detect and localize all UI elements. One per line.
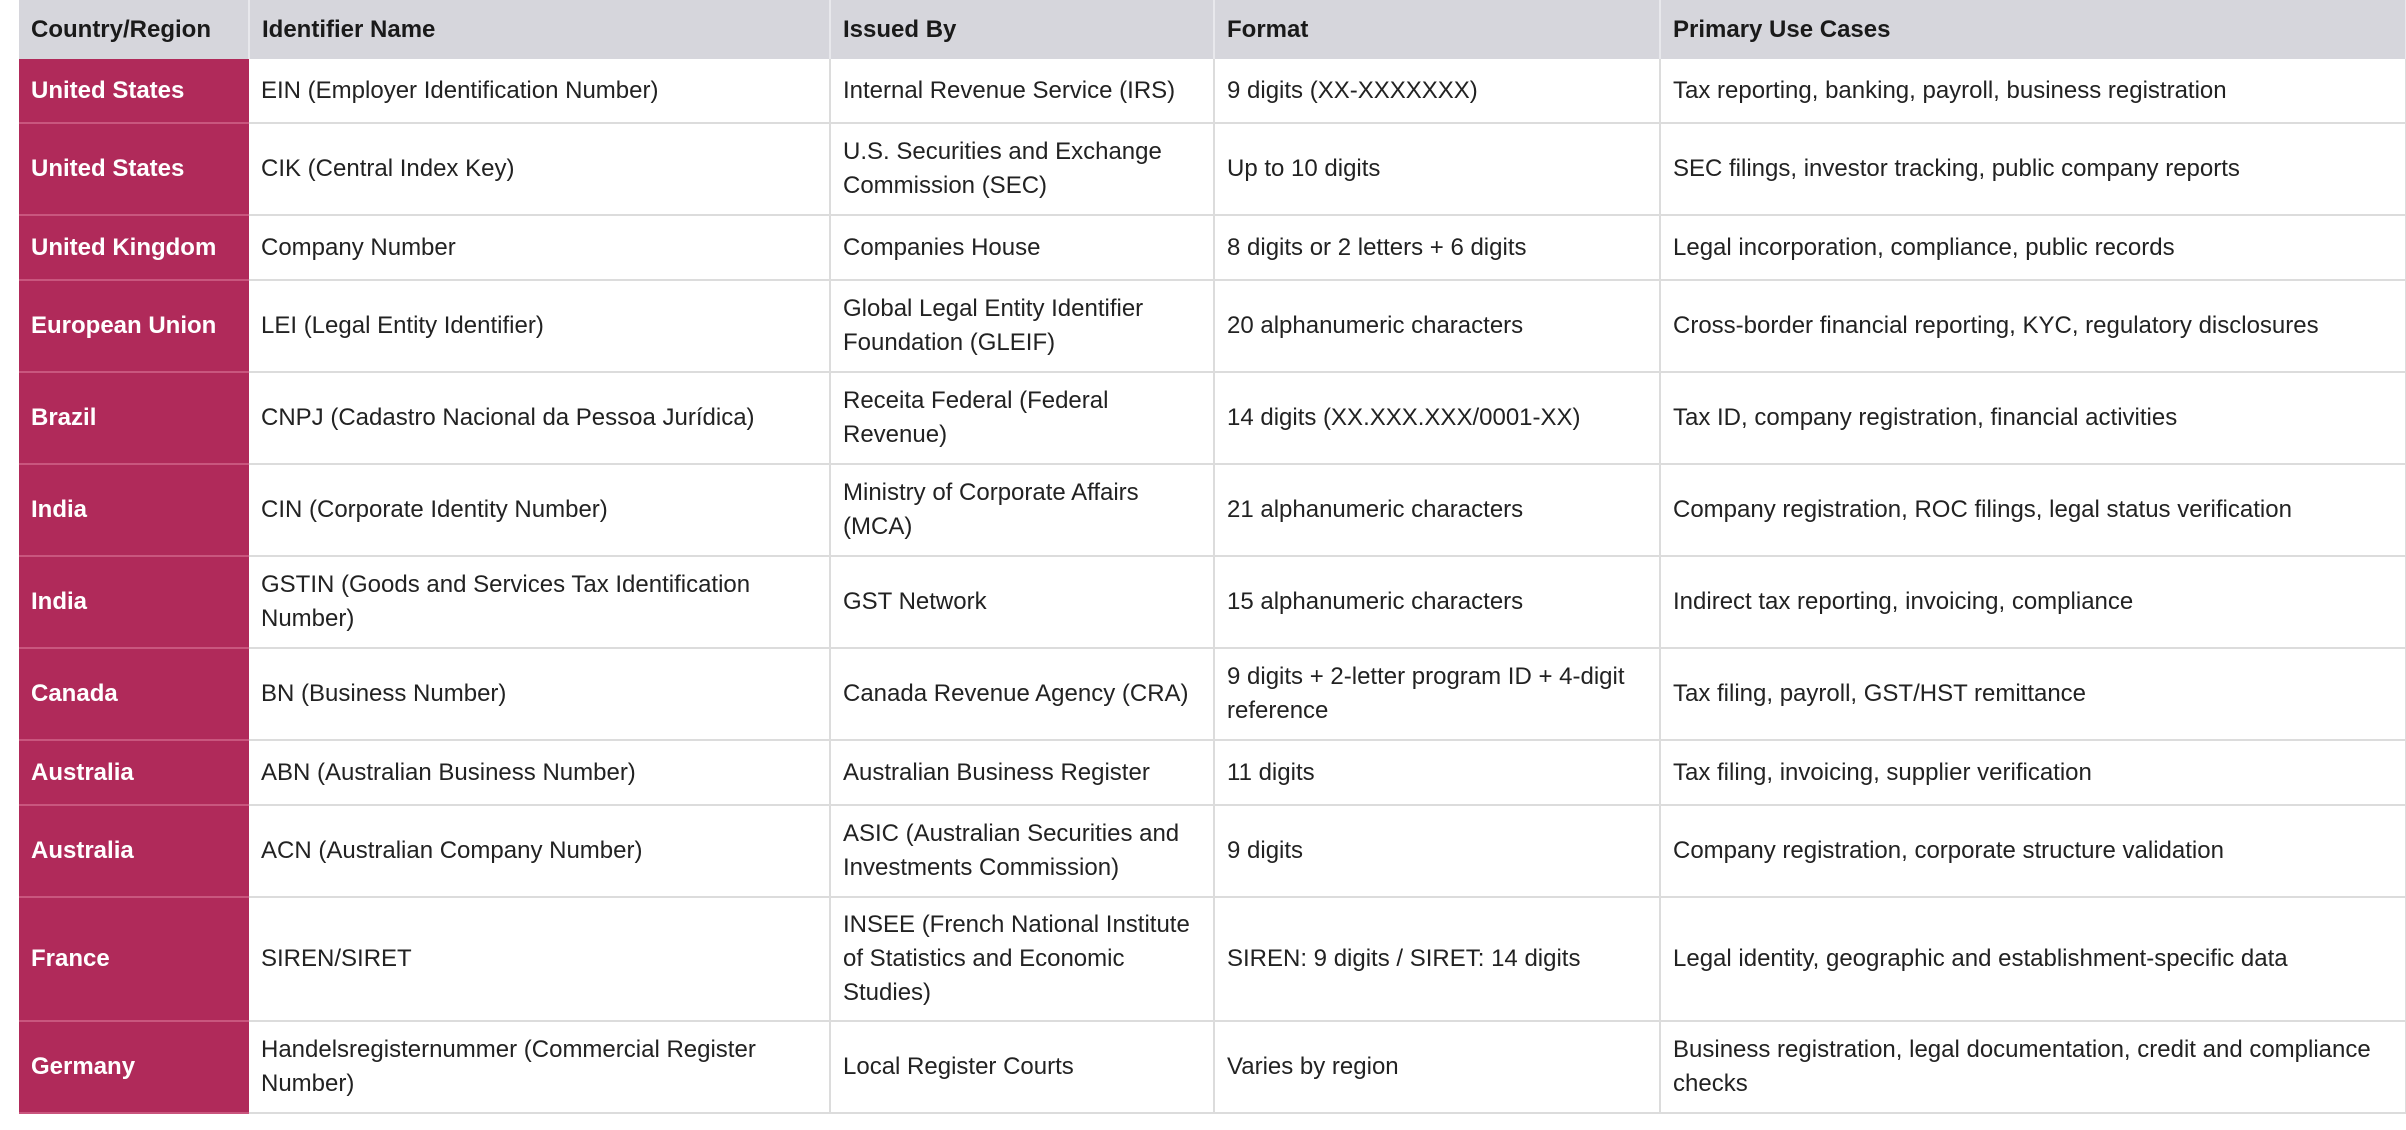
- country-cell: India: [19, 556, 249, 648]
- country-cell: Canada: [19, 648, 249, 740]
- table-row: [19, 464, 2406, 556]
- use-cases-cell: Business registration, legal documentation, credit and compliance checks: [1660, 1021, 2406, 1113]
- country-cell: Germany: [19, 1021, 249, 1113]
- table-header: [19, 0, 2406, 59]
- identifier-cell: Company Number: [249, 215, 830, 280]
- header-primary-use-cases: Primary Use Cases: [1660, 0, 2406, 59]
- identifier-cell: BN (Business Number): [249, 648, 830, 740]
- table-row: [19, 123, 2406, 215]
- issuer-cell: Canada Revenue Agency (CRA): [830, 648, 1214, 740]
- format-cell: 11 digits: [1214, 740, 1660, 805]
- table-row: [19, 740, 2406, 805]
- identifier-cell: EIN (Employer Identification Number): [249, 59, 830, 123]
- header-row: [19, 0, 2406, 59]
- table-body: [19, 59, 2406, 1113]
- identifier-cell: CNPJ (Cadastro Nacional da Pessoa Jurídica): [249, 372, 830, 464]
- issuer-cell: Global Legal Entity Identifier Foundation (GLEIF): [830, 280, 1214, 372]
- format-cell: 9 digits (XX-XXXXXXX): [1214, 59, 1660, 123]
- country-cell: Australia: [19, 740, 249, 805]
- country-cell: India: [19, 464, 249, 556]
- use-cases-cell: Company registration, corporate structure validation: [1660, 805, 2406, 897]
- identifier-cell: Handelsregisternummer (Commercial Register Number): [249, 1021, 830, 1113]
- identifier-cell: CIN (Corporate Identity Number): [249, 464, 830, 556]
- business-identifier-table: [19, 0, 2406, 1114]
- use-cases-cell: SEC filings, investor tracking, public company reports: [1660, 123, 2406, 215]
- use-cases-cell: Tax filing, payroll, GST/HST remittance: [1660, 648, 2406, 740]
- country-cell: European Union: [19, 280, 249, 372]
- country-cell: Brazil: [19, 372, 249, 464]
- use-cases-cell: Cross-border financial reporting, KYC, regulatory disclosures: [1660, 280, 2406, 372]
- format-cell: 21 alphanumeric characters: [1214, 464, 1660, 556]
- format-cell: 9 digits + 2-letter program ID + 4-digit reference: [1214, 648, 1660, 740]
- use-cases-cell: Company registration, ROC filings, legal status verification: [1660, 464, 2406, 556]
- issuer-cell: Receita Federal (Federal Revenue): [830, 372, 1214, 464]
- header-identifier-name: Identifier Name: [249, 0, 830, 59]
- country-cell: Australia: [19, 805, 249, 897]
- format-cell: SIREN: 9 digits / SIRET: 14 digits: [1214, 897, 1660, 1021]
- country-cell: France: [19, 897, 249, 1021]
- format-cell: Varies by region: [1214, 1021, 1660, 1113]
- issuer-cell: Local Register Courts: [830, 1021, 1214, 1113]
- identifier-table-container: [19, 0, 2406, 1114]
- issuer-cell: Australian Business Register: [830, 740, 1214, 805]
- format-cell: 8 digits or 2 letters + 6 digits: [1214, 215, 1660, 280]
- issuer-cell: ASIC (Australian Securities and Investments Commission): [830, 805, 1214, 897]
- identifier-cell: ACN (Australian Company Number): [249, 805, 830, 897]
- country-cell: United States: [19, 123, 249, 215]
- use-cases-cell: Legal identity, geographic and establishment-specific data: [1660, 897, 2406, 1021]
- table-row: [19, 215, 2406, 280]
- issuer-cell: Internal Revenue Service (IRS): [830, 59, 1214, 123]
- header-issued-by: Issued By: [830, 0, 1214, 59]
- header-country-region: Country/Region: [19, 0, 249, 59]
- format-cell: Up to 10 digits: [1214, 123, 1660, 215]
- format-cell: 9 digits: [1214, 805, 1660, 897]
- country-cell: United States: [19, 59, 249, 123]
- table-row: [19, 59, 2406, 123]
- table-row: [19, 280, 2406, 372]
- table-row: [19, 648, 2406, 740]
- table-row: [19, 556, 2406, 648]
- table-row: [19, 1021, 2406, 1113]
- use-cases-cell: Tax ID, company registration, financial activities: [1660, 372, 2406, 464]
- header-format: Format: [1214, 0, 1660, 59]
- use-cases-cell: Tax filing, invoicing, supplier verification: [1660, 740, 2406, 805]
- issuer-cell: Companies House: [830, 215, 1214, 280]
- use-cases-cell: Legal incorporation, compliance, public records: [1660, 215, 2406, 280]
- use-cases-cell: Tax reporting, banking, payroll, business registration: [1660, 59, 2406, 123]
- table-row: [19, 805, 2406, 897]
- issuer-cell: U.S. Securities and Exchange Commission (SEC): [830, 123, 1214, 215]
- format-cell: 14 digits (XX.XXX.XXX/0001-XX): [1214, 372, 1660, 464]
- country-cell: United Kingdom: [19, 215, 249, 280]
- identifier-cell: SIREN/SIRET: [249, 897, 830, 1021]
- issuer-cell: INSEE (French National Institute of Statistics and Economic Studies): [830, 897, 1214, 1021]
- format-cell: 20 alphanumeric characters: [1214, 280, 1660, 372]
- issuer-cell: Ministry of Corporate Affairs (MCA): [830, 464, 1214, 556]
- issuer-cell: GST Network: [830, 556, 1214, 648]
- format-cell: 15 alphanumeric characters: [1214, 556, 1660, 648]
- table-row: [19, 897, 2406, 1021]
- identifier-cell: LEI (Legal Entity Identifier): [249, 280, 830, 372]
- identifier-cell: CIK (Central Index Key): [249, 123, 830, 215]
- identifier-cell: GSTIN (Goods and Services Tax Identification Number): [249, 556, 830, 648]
- table-row: [19, 372, 2406, 464]
- identifier-cell: ABN (Australian Business Number): [249, 740, 830, 805]
- use-cases-cell: Indirect tax reporting, invoicing, compliance: [1660, 556, 2406, 648]
